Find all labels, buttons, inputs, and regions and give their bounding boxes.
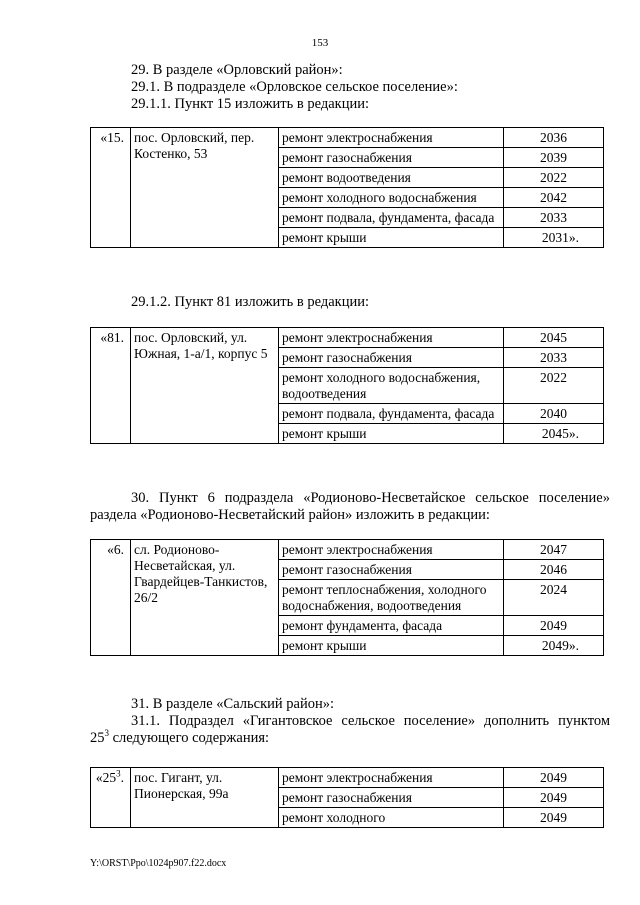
work-cell: ремонт газоснабжения: [279, 348, 504, 368]
work-cell: ремонт электроснабжения: [279, 768, 504, 788]
work-cell: ремонт водоотведения: [279, 168, 504, 188]
table-row: [91, 328, 604, 348]
address-cell: пос. Гигант, ул. Пионерская, 99а: [131, 768, 279, 828]
table-row: [91, 128, 604, 148]
work-cell: ремонт подвала, фундамента, фасада: [279, 404, 504, 424]
year-cell: 2049: [504, 788, 604, 808]
item-number: «$25^3$.: [91, 768, 131, 828]
work-cell: ремонт газоснабжения: [279, 148, 504, 168]
year-cell: 2040: [504, 404, 604, 424]
work-cell: ремонт крыши: [279, 228, 504, 248]
work-cell: ремонт теплоснабжения, холодного водоснабжения, водоотведения: [279, 580, 504, 616]
work-cell: ремонт электроснабжения: [279, 128, 504, 148]
year-cell: 2045: [504, 328, 604, 348]
item-number: «15.: [91, 128, 131, 248]
year-cell: 2031».: [504, 228, 604, 248]
item-31-1-line-2: $25^3$ следующего содержания:: [90, 728, 270, 746]
year-cell: 2045».: [504, 424, 604, 444]
work-cell: ремонт холодного водоснабжения: [279, 188, 504, 208]
table-item-15: [90, 127, 604, 248]
year-cell: 2046: [504, 560, 604, 580]
section-30-line-2: раздела «Родионово-Несветайский район» изложить в редакции:: [90, 507, 490, 523]
year-cell: 2049: [504, 808, 604, 828]
table-item-6: [90, 539, 604, 656]
section-30-line-1: 30. Пункт 6 подраздела «Родионово-Несветайское сельское поселение»: [131, 490, 610, 506]
year-cell: 2049: [504, 616, 604, 636]
work-cell: ремонт газоснабжения: [279, 560, 504, 580]
year-cell: 2049».: [504, 636, 604, 656]
work-cell: ремонт холодного водоснабжения, водоотведения: [279, 368, 504, 404]
year-cell: 2047: [504, 540, 604, 560]
address-cell: пос. Орловский, пер. Костенко, 53: [131, 128, 279, 248]
work-cell: ремонт газоснабжения: [279, 788, 504, 808]
item-29-1-2-heading: 29.1.2. Пункт 81 изложить в редакции:: [131, 294, 370, 310]
item-31-1-line-1: 31.1. Подраздел «Гигантовское сельское поселение» дополнить пунктом: [131, 713, 610, 729]
work-cell: ремонт электроснабжения: [279, 328, 504, 348]
section-29-heading: 29. В разделе «Орловский район»:: [131, 62, 343, 78]
table-row: [91, 768, 604, 788]
year-cell: 2033: [504, 208, 604, 228]
address-cell: пос. Орловский, ул. Южная, 1-а/1, корпус 5: [131, 328, 279, 444]
year-cell: 2036: [504, 128, 604, 148]
item-number: «6.: [91, 540, 131, 656]
year-cell: 2024: [504, 580, 604, 616]
work-cell: ремонт крыши: [279, 424, 504, 444]
year-cell: 2022: [504, 168, 604, 188]
work-cell: ремонт крыши: [279, 636, 504, 656]
table-row: [91, 540, 604, 560]
item-29-1-1-heading: 29.1.1. Пункт 15 изложить в редакции:: [131, 96, 370, 112]
year-cell: 2049: [504, 768, 604, 788]
work-cell: ремонт фундамента, фасада: [279, 616, 504, 636]
footer-file-path: Y:\ORST\Ppo\1024p907.f22.docx: [90, 858, 227, 869]
work-cell: ремонт подвала, фундамента, фасада: [279, 208, 504, 228]
work-cell: ремонт холодного: [279, 808, 504, 828]
subsection-29-1-heading: 29.1. В подразделе «Орловское сельское поселение»:: [131, 79, 458, 95]
address-cell: сл. Родионово-Несветайская, ул. Гвардейцев-Танкистов, 26/2: [131, 540, 279, 656]
year-cell: 2042: [504, 188, 604, 208]
table-item-81: [90, 327, 604, 444]
page-number: 153: [311, 37, 329, 49]
year-cell: 2033: [504, 348, 604, 368]
year-cell: 2039: [504, 148, 604, 168]
section-31-heading: 31. В разделе «Сальский район»:: [131, 696, 334, 712]
item-number: «81.: [91, 328, 131, 444]
work-cell: ремонт электроснабжения: [279, 540, 504, 560]
table-item-25-3: [90, 767, 604, 828]
year-cell: 2022: [504, 368, 604, 404]
